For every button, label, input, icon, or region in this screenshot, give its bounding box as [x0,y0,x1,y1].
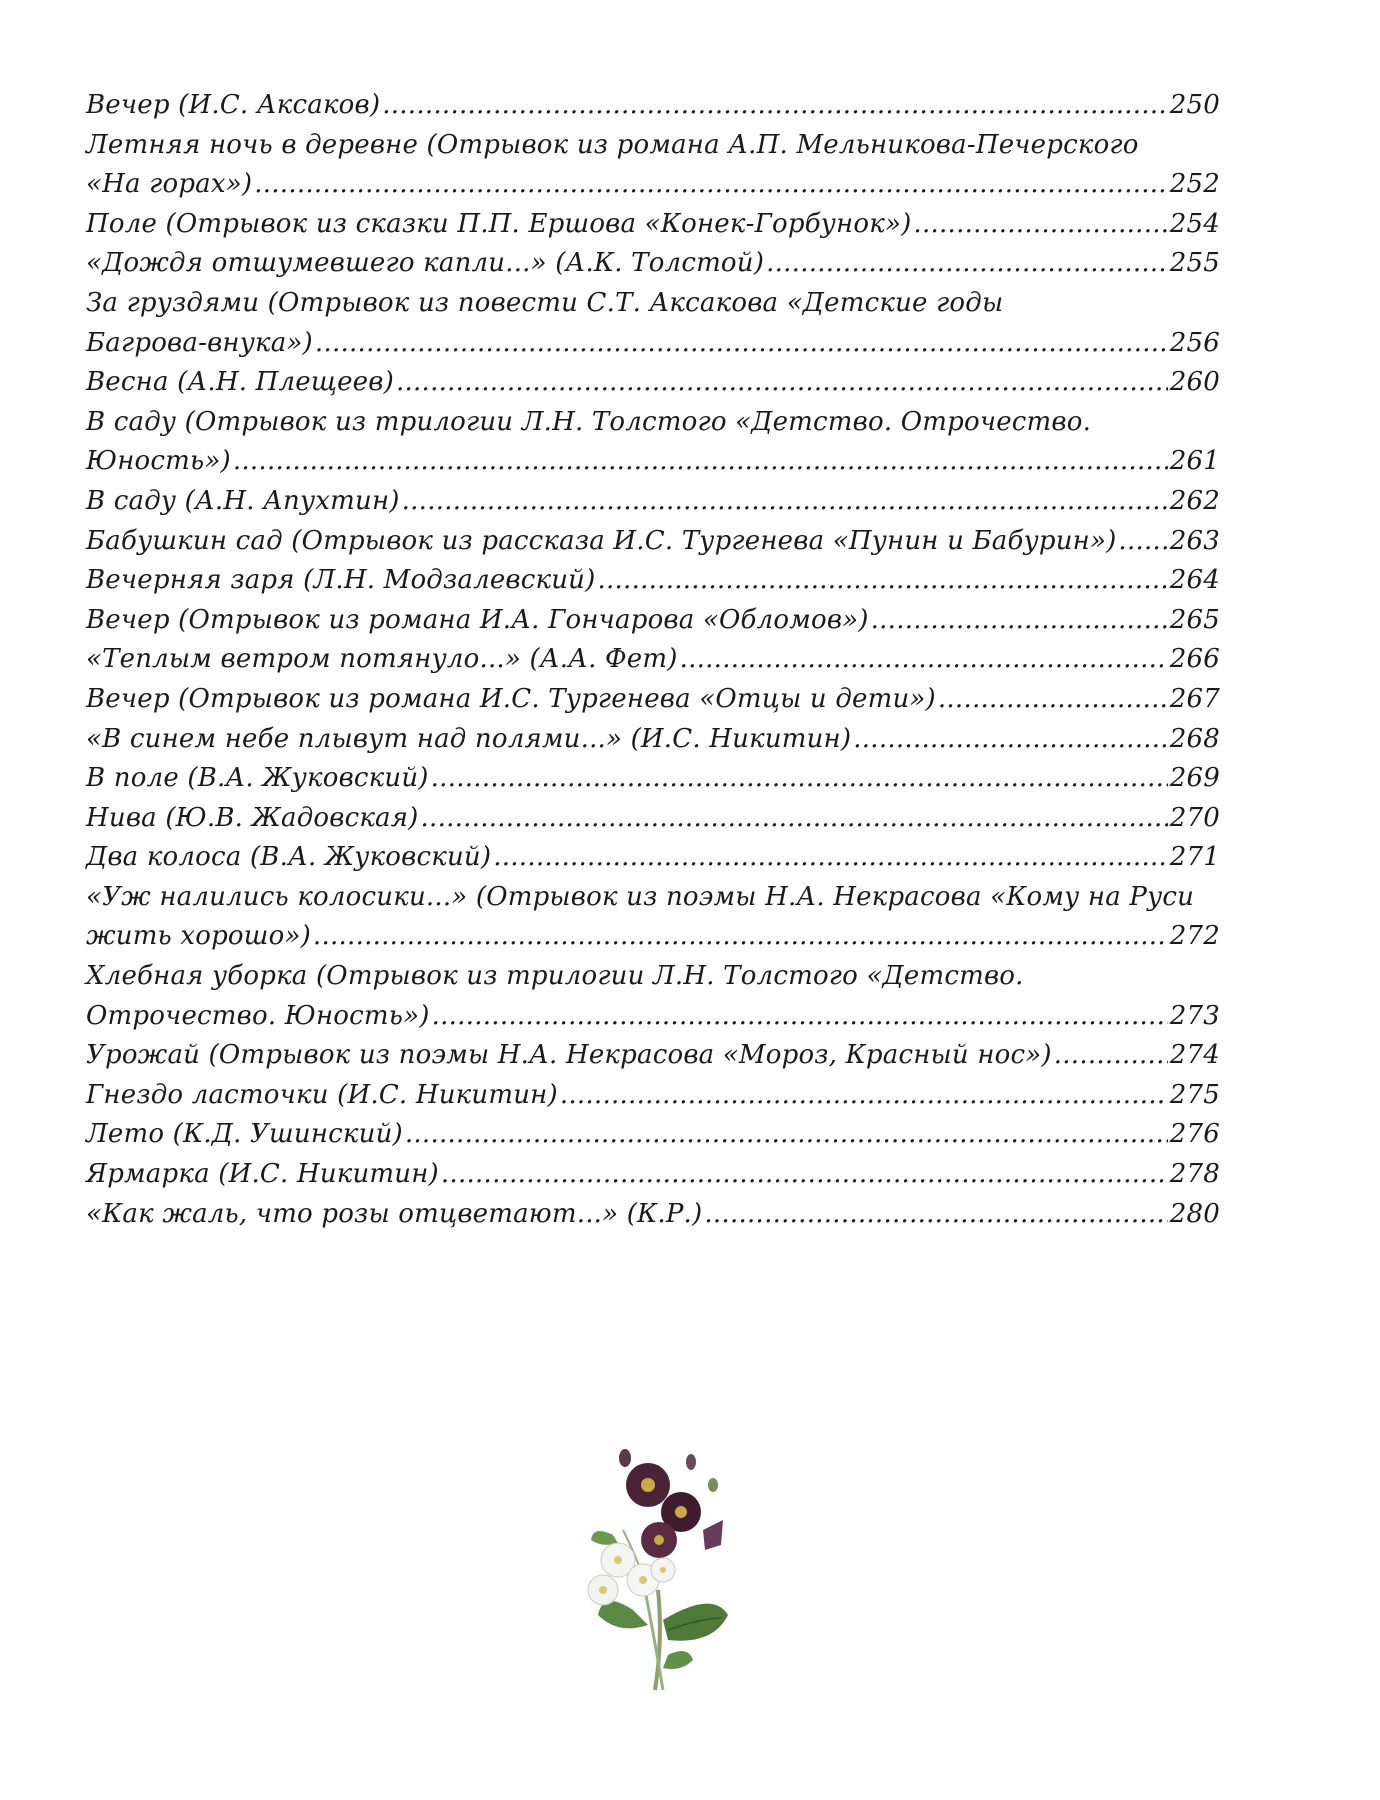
toc-entry-title: Урожай (Отрывок из поэмы Н.А. Некрасова «Мороз, Красный нос») [86,1040,1052,1071]
dot-leader [913,205,1167,245]
toc-entry-title: Лето (К.Д. Ушинский) [86,1119,403,1150]
toc-entry-title: Весна (А.Н. Плещеев) [86,367,394,398]
toc-entry[interactable] [86,957,1220,1036]
leaf [591,1531,618,1545]
toc-entry[interactable] [86,1155,1220,1195]
toc-entry-title: Поле (Отрывок из сказки П.П. Ершова «Конек-Горбунок») [86,208,912,239]
dot-leader [402,482,1168,522]
toc-entry[interactable] [86,363,1220,403]
toc-entry[interactable] [86,720,1220,760]
dark-flower [641,1522,677,1558]
toc-entry[interactable] [86,86,1220,126]
toc-entry[interactable] [86,482,1220,522]
toc-entry-title: «На горах») [86,169,253,200]
toc-entry[interactable] [86,680,1220,720]
toc-page-number: 252 [1169,169,1220,200]
dot-leader [396,363,1168,403]
dot-leader [382,86,1168,126]
primrose-flower-illustration [563,1440,773,1700]
toc-entry-title: Вечер (Отрывок из романа И.А. Гончарова «Обломов») [86,604,869,635]
toc-entry-title: Гнездо ласточки (И.С. Никитин) [86,1079,558,1110]
toc-entry-title: «Теплым ветром потянуло...» (А.А. Фет) [86,644,678,675]
dot-leader [938,680,1168,720]
toc-entry-title: Вечер (И.С. Аксаков) [86,90,381,120]
dot-leader [766,244,1168,284]
toc-entry[interactable] [86,403,1220,482]
toc-page-number: 267 [1169,683,1220,714]
dark-flower [626,1463,670,1507]
toc-entry-title: Нива (Ю.В. Жадовская) [86,802,419,833]
dot-leader [704,1195,1167,1235]
dot-leader [431,759,1168,799]
leaf [663,1651,693,1669]
toc-page-number: 269 [1169,763,1220,794]
toc-page-number: 261 [1169,446,1220,477]
dot-leader [405,1115,1168,1155]
toc-entry[interactable] [86,1195,1220,1235]
toc-entry-title: В поле (В.А. Жуковский) [86,763,429,794]
dot-leader [853,720,1168,760]
table-of-contents [86,86,1220,1234]
dot-leader [254,165,1168,205]
toc-page-number: 250 [1169,90,1220,120]
dot-leader [315,324,1168,364]
toc-page-number: 273 [1169,1000,1220,1031]
dot-leader [421,799,1168,839]
toc-page-number: 256 [1169,327,1220,358]
toc-entry[interactable] [86,244,1220,284]
toc-page-number: 262 [1169,485,1220,516]
toc-entry-title: Два колоса (В.А. Жуковский) [86,842,492,873]
toc-page-number: 255 [1169,248,1220,279]
toc-page-number: 274 [1169,1040,1220,1071]
toc-entry-title: В саду (А.Н. Апухтин) [86,485,400,516]
toc-entry[interactable] [86,1076,1220,1116]
toc-entry-title-line: В саду (Отрывок из трилогии Л.Н. Толстого «Детство. Отрочество. [86,406,1092,437]
dark-flower [703,1520,723,1550]
toc-entry-title: «Дождя отшумевшего капли...» (А.К. Толстой) [86,248,765,279]
toc-entry-title: «Как жаль, что розы отцветают...» (К.Р.) [86,1198,703,1229]
dot-leader [1054,1036,1168,1076]
dot-leader [560,1076,1168,1116]
toc-page-number: 264 [1169,565,1220,596]
toc-entry[interactable] [86,126,1220,205]
dot-leader [871,601,1168,641]
toc-page-number: 265 [1169,604,1220,635]
toc-entry[interactable] [86,205,1220,245]
toc-page-number: 268 [1169,723,1220,754]
toc-page-number: 275 [1169,1079,1220,1110]
dot-leader [432,997,1168,1037]
toc-page-number: 271 [1169,842,1220,873]
toc-entry[interactable] [86,561,1220,601]
toc-entry[interactable] [86,878,1220,957]
toc-page-number: 263 [1169,525,1220,556]
toc-entry[interactable] [86,522,1220,562]
toc-entry[interactable] [86,1036,1220,1076]
toc-page-number: 278 [1169,1159,1220,1190]
bud [619,1449,631,1467]
toc-entry-title-line: За груздями (Отрывок из повести С.Т. Аксакова «Детские годы [86,287,1004,318]
bud [708,1478,718,1492]
toc-page-number: 272 [1169,921,1220,952]
toc-entry-title: Юность») [86,446,231,477]
toc-entry-title: Отрочество. Юность») [86,1000,430,1031]
white-flower [651,1558,675,1582]
dot-leader [441,1155,1168,1195]
toc-entry-title: Вечер (Отрывок из романа И.С. Тургенева «Отцы и дети») [86,683,936,714]
dot-leader [1118,522,1167,562]
toc-entry-title: Багрова-внука») [86,327,313,358]
toc-entry-title: Вечерняя заря (Л.Н. Модзалевский) [86,565,596,596]
toc-page-number: 280 [1169,1198,1220,1229]
toc-page-number: 276 [1169,1119,1220,1150]
toc-entry[interactable] [86,799,1220,839]
dot-leader [493,838,1168,878]
toc-entry-title: жить хорошо») [86,921,311,952]
toc-entry[interactable] [86,1115,1220,1155]
toc-page-number: 270 [1169,802,1220,833]
toc-entry[interactable] [86,838,1220,878]
toc-entry[interactable] [86,759,1220,799]
toc-entry-title-line: Хлебная уборка (Отрывок из трилогии Л.Н. Толстого «Детство. [86,961,1024,992]
dot-leader [597,561,1167,601]
toc-entry-title: Бабушкин сад (Отрывок из рассказа И.С. Тургенева «Пунин и Бабурин») [86,525,1117,556]
toc-page-number: 266 [1169,644,1220,675]
toc-page-number: 254 [1169,208,1220,239]
bud [686,1454,696,1470]
toc-entry-title: «В синем небе плывут над полями...» (И.С. Никитин) [86,723,852,754]
dot-leader [313,917,1168,957]
toc-entry[interactable] [86,284,1220,363]
toc-entry-title-line: «Уж налились колосики...» (Отрывок из поэмы Н.А. Некрасова «Кому на Руси [86,881,1195,912]
toc-page-number: 260 [1169,367,1220,398]
dot-leader [680,640,1168,680]
toc-entry-title: Ярмарка (И.С. Никитин) [86,1159,439,1190]
white-flower [588,1575,618,1605]
toc-entry[interactable] [86,601,1220,641]
toc-entry[interactable] [86,640,1220,680]
dot-leader [233,442,1168,482]
toc-entry-title-line: Летняя ночь в деревне (Отрывок из романа А.П. Мельникова-Печерского [86,129,1139,160]
